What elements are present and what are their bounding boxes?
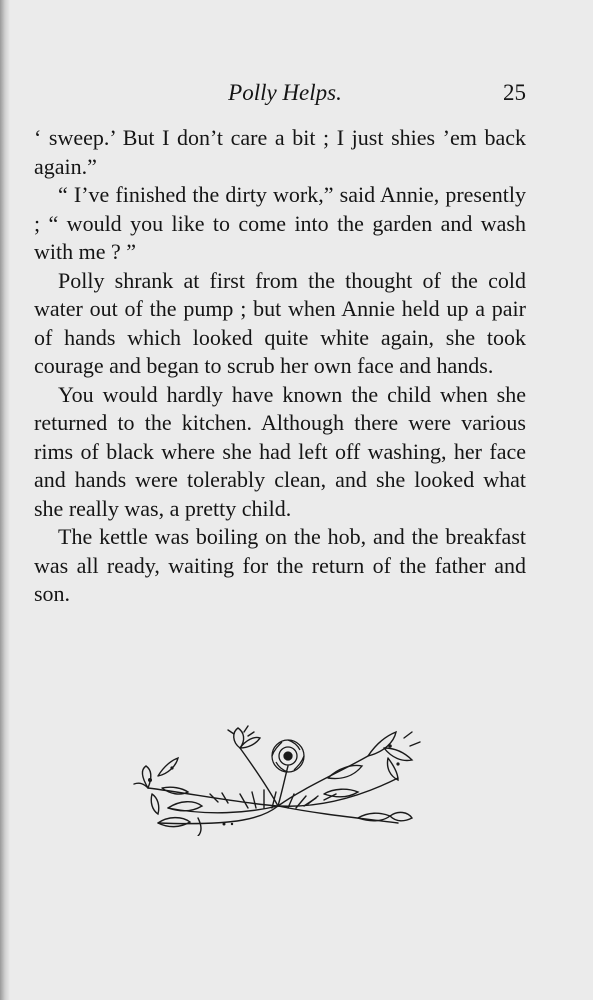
page-number: 25 xyxy=(503,80,526,105)
body-text xyxy=(34,124,526,609)
running-title: Polly Helps. xyxy=(228,80,342,105)
page-gutter-shadow xyxy=(0,0,10,1000)
paragraph: You would hardly have known the child when she returned to the kitchen. Although there were various rims of black where she had left off washing, her face and hands were tolerably clean, and she looked what she really was, a pretty child. xyxy=(34,381,526,521)
paragraph-continuation: ‘ sweep.’ But I don’t care a bit ; I just shies ’em back again.” xyxy=(34,125,526,179)
paragraph: “ I’ve finished the dirty work,” said Annie, presently ; “ would you like to come into the garden and wash with me ? ” xyxy=(34,182,526,264)
running-header xyxy=(34,80,526,110)
paragraph: The kettle was boiling on the hob, and the breakfast was all ready, waiting for the return of the father and son. xyxy=(34,524,526,606)
paragraph: Polly shrank at first from the thought of the cold water out of the pump ; but when Annie held up a pair of hands which looked quite white again, she took courage and began to scrub her own face and hands. xyxy=(34,267,526,378)
floral-vignette-icon xyxy=(128,718,428,836)
